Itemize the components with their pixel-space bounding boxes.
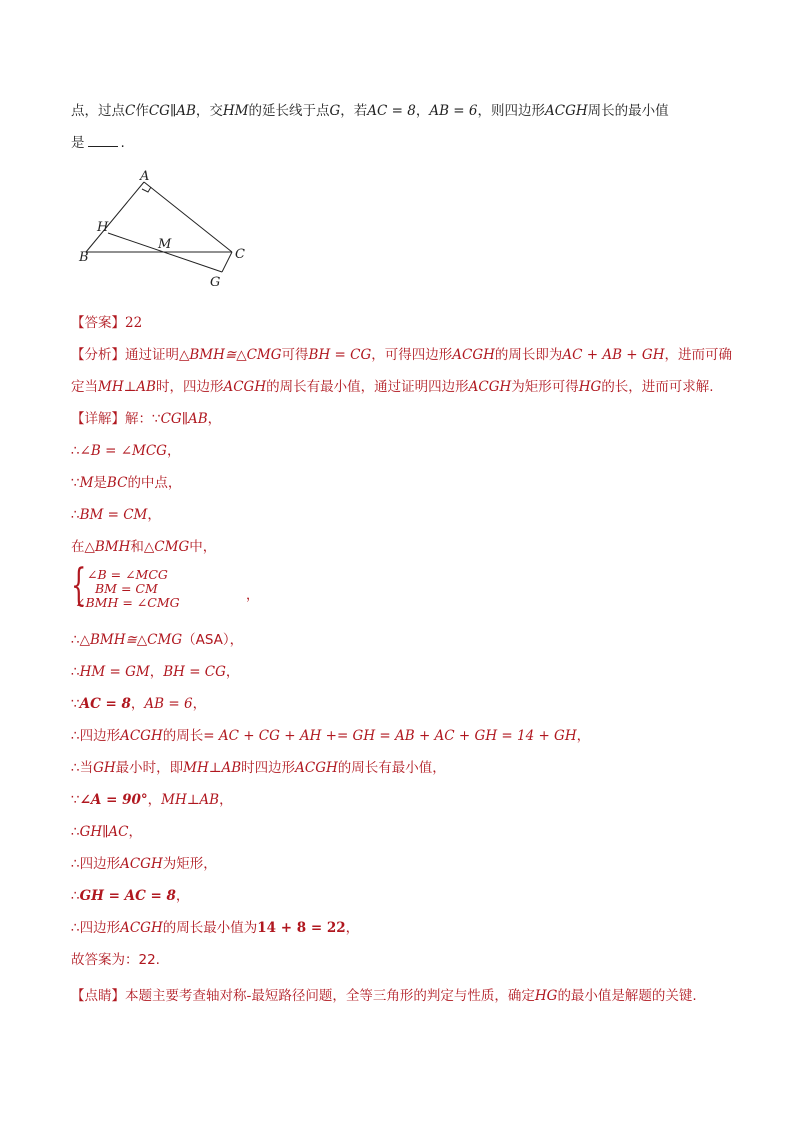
- math: HG: [534, 988, 558, 1004]
- math: ACGH: [468, 379, 512, 395]
- label-C: C: [235, 247, 245, 262]
- text: 解：∵: [125, 411, 161, 427]
- text: .: [120, 135, 125, 151]
- segment-AB: [86, 182, 144, 252]
- text: ∴四边形: [71, 920, 121, 936]
- math: CG∥AB: [148, 103, 196, 119]
- text: 和: [130, 539, 144, 555]
- text: ，: [219, 792, 233, 808]
- text: 点，过点: [71, 103, 125, 119]
- math: △BMH≅△CMG: [179, 347, 282, 363]
- detail-line-4: [71, 506, 161, 524]
- text: 的周长有最小值，通过证明四边形: [266, 379, 469, 395]
- math: BM = CM: [79, 507, 148, 523]
- math: BH = CG: [308, 347, 372, 363]
- detail-line-14: [71, 887, 189, 905]
- answer-value: 22: [125, 315, 143, 331]
- text: 本题主要考查轴对称-最短路径问题，全等三角形的判定与性质，确定: [125, 988, 535, 1004]
- text: ∴: [71, 632, 80, 648]
- detail-line-3: [71, 474, 181, 492]
- system-row-1: ∠B = ∠MCG: [87, 567, 168, 582]
- problem-line-1: [71, 102, 669, 120]
- text: ，: [147, 507, 161, 523]
- text: ∴四边形: [71, 856, 121, 872]
- detail-line-12: [71, 823, 142, 841]
- math: AB = 6: [144, 696, 193, 712]
- analysis-line-2: [71, 378, 714, 396]
- text: ∵: [71, 792, 80, 808]
- text: ，: [149, 664, 164, 680]
- label-A: A: [140, 169, 150, 184]
- text: ，则四边形: [477, 103, 545, 119]
- text: 的周长: [162, 728, 204, 744]
- comment-tag: 【点睛】: [71, 988, 125, 1004]
- system-row-3: ∠BMH = ∠CMG: [75, 595, 180, 610]
- label-H: H: [97, 220, 109, 235]
- math: G: [329, 103, 341, 119]
- text: 是: [93, 475, 107, 491]
- math: ACGH: [120, 920, 163, 936]
- segment-CG: [222, 252, 232, 272]
- system-row-2: BM = CM: [95, 581, 158, 596]
- text: ，: [128, 824, 142, 840]
- text: 的周长即为: [494, 347, 563, 363]
- answer-line: [71, 314, 142, 332]
- detail-line-9: [71, 727, 590, 745]
- math: ACGH: [120, 856, 163, 872]
- math: ACGH: [452, 347, 495, 363]
- math: BC: [106, 475, 128, 491]
- system-comma: ，: [246, 588, 260, 603]
- text: 时四边形: [241, 760, 296, 776]
- detail-line-8: [71, 695, 206, 713]
- text: 通过证明: [125, 347, 179, 363]
- text: ∵: [71, 475, 80, 491]
- text: ∴: [71, 824, 80, 840]
- text: 的长，进而可求解.: [601, 379, 714, 395]
- problem-line-2: [71, 134, 125, 152]
- text: ∴: [71, 443, 80, 459]
- answer-tag: 【答案】: [71, 315, 125, 331]
- geometry-figure: [70, 166, 260, 291]
- detail-line-15: [71, 919, 359, 937]
- math: ACGH: [545, 103, 588, 119]
- math: AC = 8: [79, 696, 131, 712]
- text: ，: [345, 920, 360, 936]
- detail-tag: 【详解】: [71, 411, 125, 427]
- text: ∴: [71, 888, 80, 904]
- equation-system: [71, 560, 260, 614]
- text: ，进而可确: [664, 347, 732, 363]
- text: 中，: [189, 539, 217, 555]
- text: ∴: [71, 507, 80, 523]
- math: HM = GM: [79, 664, 150, 680]
- text: ∴当: [71, 760, 94, 776]
- text: 最小时，即: [115, 760, 184, 776]
- text: ，: [415, 103, 430, 119]
- right-angle-mark: [142, 187, 151, 192]
- math: ACGH: [120, 728, 163, 744]
- analysis-line-1: [71, 346, 732, 364]
- text: ，交: [195, 103, 223, 119]
- text: ∵: [71, 696, 80, 712]
- math: △BMH: [84, 539, 131, 555]
- detail-line-5: [71, 538, 216, 556]
- text: ，: [147, 792, 162, 808]
- left-brace: {: [71, 560, 87, 611]
- label-B: B: [79, 250, 89, 265]
- math: △CMG: [143, 539, 190, 555]
- text: 时，四边形: [155, 379, 224, 395]
- math: BH = CG: [163, 664, 226, 680]
- detail-line-1: [71, 410, 221, 428]
- text: 的最小值是解题的关键.: [557, 988, 697, 1004]
- text: ，: [207, 411, 222, 427]
- text: 故答案为：22.: [71, 952, 160, 968]
- analysis-tag: 【分析】: [71, 347, 125, 363]
- detail-line-10: [71, 759, 446, 777]
- math: HG: [578, 379, 602, 395]
- text: ，: [576, 728, 591, 744]
- text: ，: [225, 664, 240, 680]
- detail-line-2: [71, 442, 180, 460]
- math: C: [125, 103, 136, 119]
- math: AB = 6: [429, 103, 478, 119]
- text: 周长的最小值: [587, 103, 669, 119]
- text: 的周长最小值为: [162, 920, 258, 936]
- math: AC + AB + GH: [562, 347, 665, 363]
- answer-blank: [88, 134, 118, 147]
- text: ，: [192, 696, 207, 712]
- math: = AC + CG + AH += GH = AB + AC + GH = 14 + GH: [203, 728, 577, 744]
- text: 可得: [281, 347, 309, 363]
- text: 的延长线于点: [248, 103, 330, 119]
- math: 14 + 8 = 22: [257, 920, 346, 936]
- text: 是: [71, 135, 85, 151]
- text: 的周长有最小值，: [337, 760, 446, 776]
- text: ，可得四边形: [371, 347, 453, 363]
- text: 的中点，: [127, 475, 182, 491]
- text: 为矩形可得: [511, 379, 579, 395]
- text: ，若: [340, 103, 368, 119]
- math: ∠B = ∠MCG: [79, 443, 167, 459]
- label-M: M: [158, 237, 172, 252]
- math: MH⊥AB: [98, 379, 156, 395]
- detail-line-16: [71, 951, 160, 969]
- text: ∴四边形: [71, 728, 121, 744]
- text: ，: [166, 443, 181, 459]
- detail-line-6: [71, 631, 243, 649]
- math: ACGH: [295, 760, 338, 776]
- math: AC = 8: [367, 103, 416, 119]
- text: 在: [71, 539, 85, 555]
- math: ∠A = 90°: [79, 792, 148, 808]
- text: ，: [175, 888, 190, 904]
- label-G: G: [210, 275, 221, 290]
- text: 为矩形，: [162, 856, 217, 872]
- math: ACGH: [223, 379, 267, 395]
- detail-line-7: [71, 663, 239, 681]
- text: ∴: [71, 664, 80, 680]
- text: 定当: [71, 379, 98, 395]
- math: CG∥AB: [160, 411, 208, 427]
- detail-line-13: [71, 855, 217, 873]
- text: ，: [130, 696, 145, 712]
- text: （ASA），: [182, 632, 244, 648]
- detail-line-11: [71, 791, 233, 809]
- math: △BMH≅△CMG: [79, 632, 183, 648]
- text: 作: [135, 103, 149, 119]
- math: GH∥AC: [79, 824, 129, 840]
- math: M: [79, 475, 94, 491]
- math: MH⊥AB: [183, 760, 242, 776]
- math: HM: [222, 103, 249, 119]
- math: MH⊥AB: [161, 792, 220, 808]
- math: GH: [93, 760, 116, 776]
- math: GH = AC = 8: [79, 888, 176, 904]
- comment-line: [71, 987, 697, 1005]
